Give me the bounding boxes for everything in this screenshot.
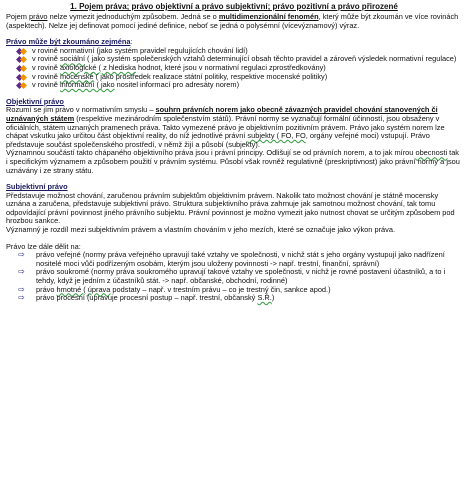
diamond-bullet-icon [16,74,28,81]
arrow-right-icon: ⇨ [18,267,25,277]
list-item: v rovině informační ( jako nositel informací pro adresáty norem) [6,81,462,90]
zkoumani-colon: : [130,37,133,47]
objektivni-heading: Objektivní právo [6,96,64,106]
list-item: v rovině normativní (jako systém pravidel regulujících chování lidí) [6,47,462,56]
arrow-right-icon: ⇨ [18,284,25,294]
list-item: ⇨ právo hmotné ( úprava podstaty – např. v trestním právu – co je trestný čin, sankce apod.) [18,284,331,294]
page-title: 1. Pojem práva; právo objektivní a právo subjektivní; právo pozitivní a právo přirozené [70,2,398,11]
intro-term-pravo: právo [29,12,48,21]
list-item: v rovině axiologické ( z hlediska hodnot, které jsou v normativní regulaci zprostředkovány) [6,64,462,73]
subjektivni-paragraph-1: Představuje možnost chování, zaručenou právním subjektům objektivním právem. Nakolik tato možnost chování je státně mocensky uznána a zaručena, představuje subjektivní právo. Struktura subjektivního práva zahrnuje jak samotnou možnost chování, tak tomu odpovídající právní povinnost jiného právního subjektu. Právní povinnost je možno vymezit jako nutnost chovat se určitým způsobem pod hrozbou sankce. [6,190,455,226]
list-item: ⇨ právo procesní (upravuje procesní postup – např. trestní, občanský S.Ř.) [18,293,275,303]
intro-paragraph [6,13,462,30]
diamond-bullet-icon [16,82,28,89]
zkoumani-list [6,47,462,90]
list-item: ⇨ právo soukromé (normy práva soukromého upravují takové vztahy ve společnosti, v nichž je rovné postavení účastníků, a to i tehdy, když je jedním z účastníků stát. -> např. občanské, obchodní, rodinné) [18,267,446,286]
objektivni-definition: souhrn právních norem jako obecně závazných pravidel chování stanovených či uznávaných státem [6,105,438,123]
diamond-bullet-icon [16,56,28,63]
diamond-bullet-icon [16,65,28,72]
arrow-right-icon: ⇨ [18,250,25,260]
intro-term-fenomen: multidimenzionální fenomén [218,12,319,21]
intro-text-e: , který může být zkoumán ve více rovinách (aspektech). Nelze jej definovat pomocí jediné definice, neboť se jedná o polysémní (vícevýznamový) výraz. [6,12,459,30]
subjektivni-paragraph-2: Významný je rozdíl mezi subjektivním právem a vlastním chováním v jeho mezích, které se označuje jako výkon práva. [6,225,395,235]
subjektivni-heading: Subjektivní právo [6,182,68,192]
list-item: v rovině mocenské ( jako prostředek realizace státní politiky, respektive mocenské politiky) [6,73,462,82]
zkoumani-heading: Právo může být zkoumáno zejména [6,37,131,47]
deleni-intro: Právo lze dále dělit na: [6,241,81,251]
intro-text-c: nelze vymezit jednoduchým způsobem. Jedná se o [47,12,219,21]
objektivni-paragraph-1: Rozumí se jím právo v normativním smyslu – souhrn právních norem jako obecně závazných pravidel chování stanovených či uznávaných státem (respektive mezinárodním společenstvím států). Právní normy se vyznačují formální účinností, jsou obsaženy v oficiálních, státem uznaných pramenech práva. Takto vymezené právo je objektivním pozitivním právem. Právo jako systém norem lze chápat vskutku jako určitou část objektivní reality, do níž jednotlivé právní subjekty ( FO, FO, orgány veřejné moci) vstupují. Právo představuje součást společenského prostředí, v němž žijí a působí (subjekty). [6,105,445,149]
objektivni-paragraph-2: Významnou součástí takto chápaného objektivního práva jsou i právní principy. Odlišují se od právních norem, a to jak mírou obecnosti tak i specifickým významem a způsobem použití v právním systému. Působí však rovněž regulativně (preskriptivnost) jako právní normy a jsou uznávány i ze strany státu. [6,148,460,175]
list-item: ⇨ právo veřejné (normy práva veřejného upravují také vztahy ve společnosti, v nichž stát s jeho orgány vystupují jako nadřízení nositelé moci vůči podřízeným osobám, kterým jsou uloženy povinnosti -> např. trestní, finanční, správní) [18,250,445,268]
diamond-bullet-icon [16,48,28,55]
intro-text-a: Pojem [6,12,30,21]
list-item: v rovině sociální ( jako systém společenských vztahů determinující obsah těchto pravidel a zároveň výsledek normativní regulace) [6,55,462,64]
arrow-right-icon: ⇨ [18,293,25,303]
deleni-list [6,251,462,303]
